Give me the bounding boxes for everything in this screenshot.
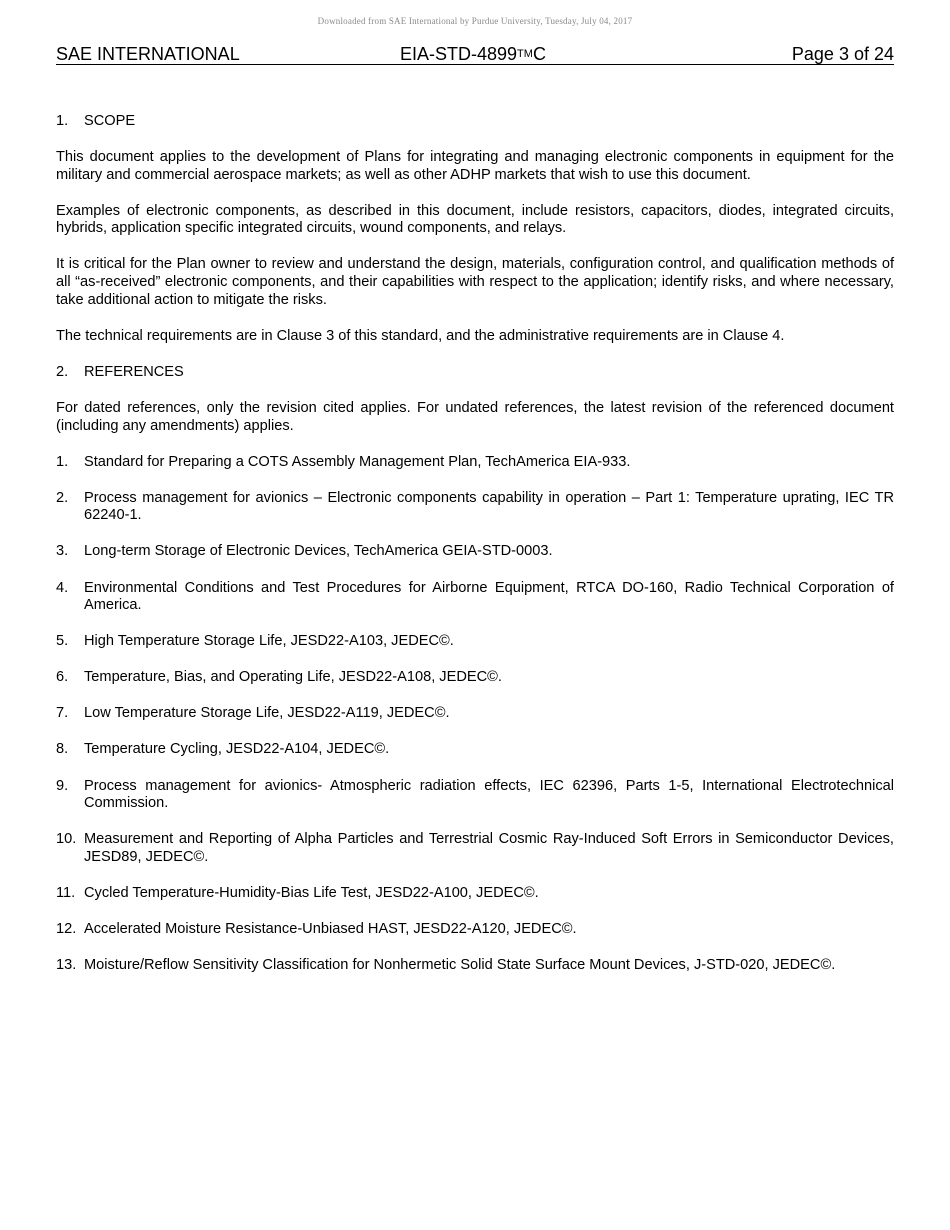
reference-text: Low Temperature Storage Life, JESD22-A119, JEDEC©.: [84, 705, 450, 722]
header-doc-suffix: C: [532, 44, 546, 64]
header-page-number: Page 3 of 24: [791, 44, 894, 64]
reference-text: Measurement and Reporting of Alpha Particles and Terrestrial Cosmic Ray-Induced Soft Errors in Semiconductor Devices, JESD89, JEDEC©.: [84, 831, 894, 865]
download-watermark-note: Downloaded from SAE International by Purdue University, Tuesday, July 04, 2017: [317, 16, 633, 26]
section-title: SCOPE: [84, 113, 136, 129]
reference-number: 11.: [56, 884, 76, 901]
reference-item: [56, 669, 894, 687]
reference-number: 8.: [56, 741, 69, 758]
reference-item: [56, 885, 894, 903]
reference-text: Cycled Temperature-Humidity-Bias Life Test, JESD22-A100, JEDEC©.: [84, 884, 539, 901]
reference-text: High Temperature Storage Life, JESD22-A103, JEDEC©.: [84, 633, 454, 650]
reference-text: Accelerated Moisture Resistance-Unbiased HAST, JESD22-A120, JEDEC©.: [84, 921, 577, 938]
reference-number: 9.: [56, 777, 69, 794]
reference-number: 5.: [56, 633, 69, 650]
section-heading-references: [56, 364, 894, 382]
references-intro: For dated references, only the revision cited applies. For undated references, the latest revision of the referenced document (including any amendments) applies.: [56, 399, 894, 434]
reference-number: 12.: [56, 921, 77, 938]
reference-item: [56, 705, 894, 723]
section-heading-scope: [56, 113, 894, 131]
reference-list: [56, 454, 894, 975]
reference-number: 13.: [56, 957, 77, 974]
reference-number: 1.: [56, 453, 69, 470]
scope-paragraph: It is critical for the Plan owner to review and understand the design, materials, configuration control, and qualification methods of all “as-received” electronic components, and their capabilities with respect to the application; identify risks, and where necessary, take additional action to mitigate the risks.: [56, 256, 894, 308]
reference-item: [56, 490, 894, 525]
reference-number: 3.: [56, 543, 69, 560]
reference-number: 2.: [56, 489, 69, 506]
reference-item: [56, 580, 894, 615]
reference-number: 6.: [56, 669, 69, 686]
reference-item: [56, 921, 894, 939]
reference-item: [56, 633, 894, 651]
reference-item: [56, 543, 894, 561]
reference-text: Environmental Conditions and Test Procedures for Airborne Equipment, RTCA DO-160, Radio Technical Corporation of America.: [84, 579, 894, 614]
reference-number: 4.: [56, 579, 69, 596]
reference-text: Temperature Cycling, JESD22-A104, JEDEC©.: [84, 741, 390, 758]
reference-text: Standard for Preparing a COTS Assembly Management Plan, TechAmerica EIA-933.: [84, 453, 631, 470]
scope-paragraph: Examples of electronic components, as described in this document, include resistors, capacitors, diodes, integrated circuits, hybrids, application specific integrated circuits, wound components, and relays.: [56, 202, 894, 237]
header-trademark: TM: [517, 48, 533, 60]
header-organization: SAE INTERNATIONAL: [56, 44, 240, 64]
reference-item: [56, 957, 894, 975]
reference-text: Process management for avionics- Atmospheric radiation effects, IEC 62396, Parts 1-5, International Electrotechnical Commission.: [84, 777, 894, 812]
document-body: [56, 113, 894, 993]
header-doc-prefix: EIA-STD-4899: [400, 44, 518, 64]
reference-item: [56, 831, 894, 866]
page-header: [56, 44, 894, 65]
scope-paragraph: This document applies to the development of Plans for integrating and managing electronic components in equipment for the military and commercial aerospace markets; as well as other ADHP markets that wish to use this document.: [56, 149, 894, 183]
reference-item: [56, 778, 894, 813]
reference-item: [56, 454, 894, 472]
reference-number: 10.: [56, 831, 77, 848]
reference-text: Moisture/Reflow Sensitivity Classification for Nonhermetic Solid State Surface Mount Devices, J-STD-020, JEDEC©.: [84, 957, 836, 974]
section-number: 2.: [56, 363, 69, 380]
scope-paragraph: The technical requirements are in Clause 3 of this standard, and the administrative requirements are in Clause 4.: [56, 327, 785, 344]
reference-number: 7.: [56, 705, 69, 722]
header-document-id: [400, 44, 546, 64]
reference-text: Long-term Storage of Electronic Devices, TechAmerica GEIA-STD-0003.: [84, 543, 553, 560]
reference-text: Process management for avionics – Electronic components capability in operation – Part 1: Temperature uprating, IEC TR 62240-1.: [84, 489, 894, 524]
section-number: 1.: [56, 113, 69, 129]
section-title: REFERENCES: [84, 363, 184, 380]
reference-item: [56, 741, 894, 759]
reference-text: Temperature, Bias, and Operating Life, JESD22-A108, JEDEC©.: [84, 669, 502, 686]
